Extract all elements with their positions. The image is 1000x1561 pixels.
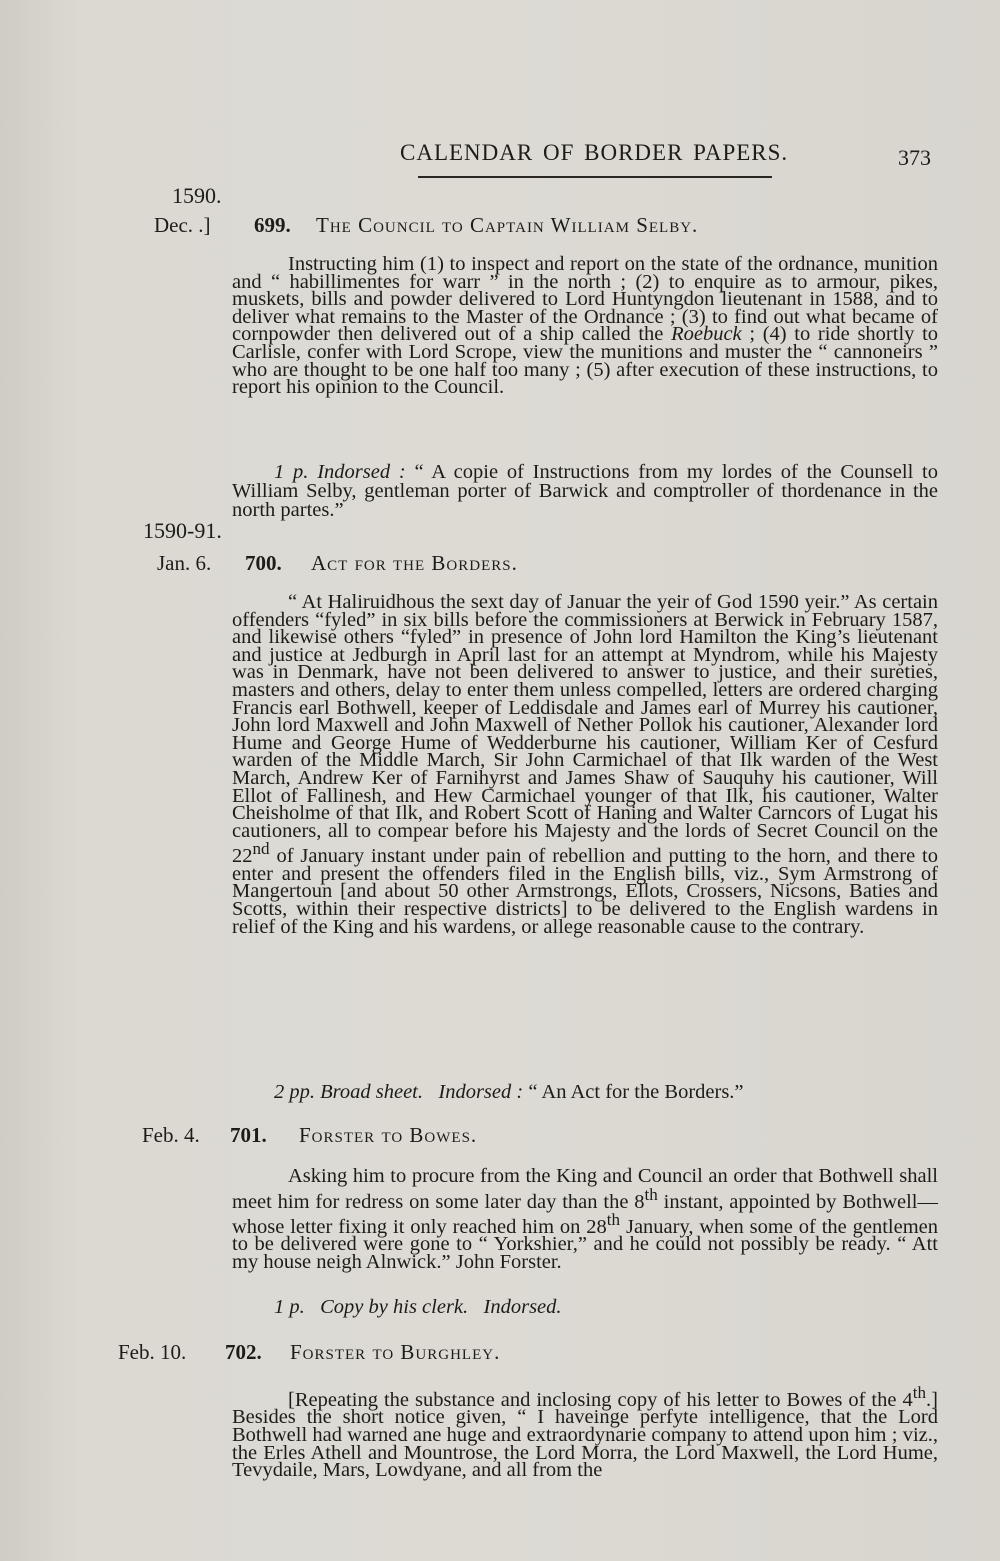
entry-number: 699. <box>254 213 291 237</box>
entry-year: 1590. <box>172 183 222 208</box>
entry-number: 702. <box>225 1340 262 1364</box>
entry-body: Asking him to procure from the King and Council an order that Bothwell shall meet him for redress on some later day than the 8th instant, appointed by Bothwell—whose letter fixing it only reached him on 28th January, when some of the gentlemen to be delivered were gone to “ Yorkshier,” and he could not possibly be ready. “ Att my house neigh Alnwick.” John Forster. <box>232 1165 938 1274</box>
entry-note: 2 pp. Broad sheet. Indorsed : “ An Act for the Borders.” <box>274 1081 744 1103</box>
entry-number: 700. <box>245 551 282 575</box>
entry-body: “ At Haliruidhous the sext day of Januar the yeir of God 1590 yeir.” As certain offenders “fyled” in six bills before the commissioners at Berwick in February 1587, and likewise others “fyled” in presence of John lord Hamilton the King’s lieutenant and justice at Jedburgh in April last for an attempt at Myndrom, while his Majesty was in Denmark, have not been delivered to answer to justice, and their sureties, masters and others, delay to enter them unless compelled, letters are ordered charging Francis earl Bothwell, keeper of Leddisdale and James earl of Murrey his cautioner, John lord Maxwell and John Maxwell of Nether Pollok his cautioner, Alexander lord Hume and George Hume of Wedderburne his cautioner, William Ker of Cesfurd warden of the Middle March, Sir John Carmichael of that Ilk warden of the West March, Andrew Ker of Farnihyrst and James Shaw of Sauquhy his cautioner, Will Ellot of Fallinesh, and Hew Carmichael younger of that Ilk, his cautioner, Walter Cheisholme of that Ilk, and Robert Scott of Haning and Walter Carncors of Lugat his cautioners, all to compear before his Majesty and the lords of Secret Council on the 22nd of January instant under pain of rebellion and putting to the horn, and there to enter and present the offenders filed in the English bills, viz., Sym Armstrong of Mangertoun [and about 50 other Armstrongs, Ellots, Crossers, Nicsons, Baties and Scotts, within their respective districts] to be delivered to the English wardens in relief of the King and his wardens, or allege reasonable cause to the contrary. <box>232 591 938 938</box>
entry-body: [Repeating the substance and inclosing copy of his letter to Bowes of the 4th.] Besides the short notice given, “ I haveinge perfyte intelligence, that the Lord Bothwell had warned ane huge and extraordynarie company to attend upon him ; viz., the Erles Athell and Mountrose, the Lord Morra, the Lord Maxwell, the Lord Hume, Tevydaile, Mars, Lowdyane, and all from the <box>232 1383 938 1482</box>
entry-title: Forster to Burghley. <box>290 1340 501 1364</box>
ship-name: Roebuck <box>671 323 742 346</box>
entry-title: Forster to Bowes. <box>299 1123 478 1147</box>
header-rule <box>418 176 772 178</box>
entry-date: Feb. 10. <box>118 1340 187 1364</box>
running-head: CALENDAR OF BORDER PAPERS. <box>400 140 789 165</box>
entry-title: Act for the Borders. <box>311 551 518 575</box>
entry-body: Instructing him (1) to inspect and report on the state of the ordnance, munition and “ habillimentes for warr ” in the north ; (2) to enquire as to armour, pikes, muskets, bills and powder delivered to Lord Huntyngdon lieutenant in 1588, and to deliver what remains to the Master of the Ordnance ; (3) to find out what became of cornpowder then delivered out of a ship called the Roebuck ; (4) to ride shortly to Carlisle, confer with Lord Scrope, view the munitions and muster the “ cannoneirs ” who are thought to be one half too many ; (5) after execution of these instructions, to report his opinion to the Council. <box>232 253 939 399</box>
entry-title: The Council to Captain William Selby. <box>316 213 699 237</box>
entry-number: 701. <box>230 1123 267 1147</box>
entry-note: 1 p. Copy by his clerk. Indorsed. <box>274 1296 562 1318</box>
entry-date: Dec. .] <box>154 213 211 237</box>
entry-year: 1590-91. <box>143 518 222 543</box>
entry-note: 1 p. Indorsed : “ A copie of Instructions from my lordes of the Counsell to William Selby, gentleman porter of Barwick and comptroller of thordenance in the north partes.” <box>232 461 938 521</box>
page-number: 373 <box>898 145 931 170</box>
entry-date: Feb. 4. <box>142 1123 200 1147</box>
entry-date: Jan. 6. <box>157 551 212 575</box>
